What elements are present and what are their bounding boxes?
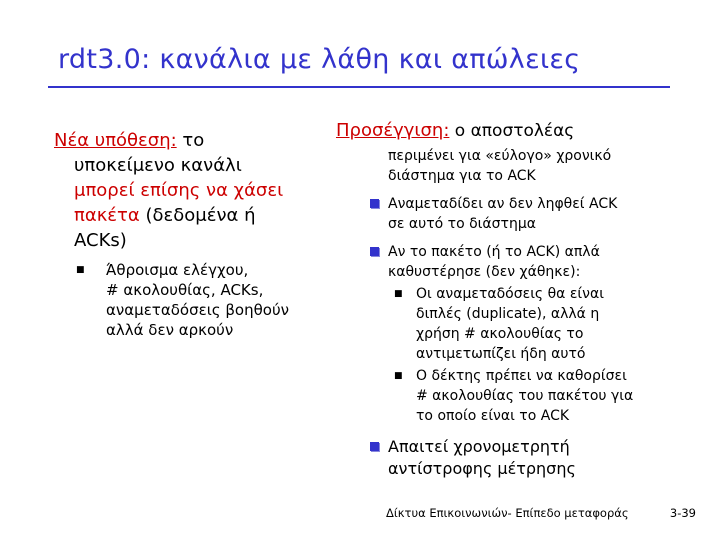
left-sub-line: αναμεταδόσεις βοηθούν (106, 301, 290, 319)
sub-bullet-line: Οι αναμεταδόσεις θα είναι (416, 286, 604, 302)
title-underline (48, 86, 670, 88)
bullet-line: αντίστροφης μέτρησης (388, 459, 576, 478)
bullet-line: Αναμεταδίδει αν δεν ληφθεί ACK (388, 196, 618, 212)
left-paragraph (54, 128, 344, 253)
bullet-line: Απαιτεί χρονομετρητή (388, 437, 570, 456)
left-line-5: ACKs) (74, 230, 127, 251)
right-bullet-retransmit (336, 194, 706, 234)
sub-bullet-line: # ακολουθίας του πακέτου για (416, 388, 634, 404)
bullet-line: καθυστέρησε (δεν χάθηκε): (388, 264, 581, 280)
right-sub-bullet-duplicates (336, 284, 706, 364)
right-bullet-timer (336, 436, 706, 480)
right-heading (336, 120, 706, 142)
left-sub-line: # ακολουθίας, ACKs, (106, 281, 264, 299)
right-heading-continuation (336, 146, 706, 186)
square-bullet-icon (370, 442, 379, 451)
left-line-4-emphasis: πακέτα (74, 205, 140, 226)
left-heading-rest: το (176, 130, 205, 151)
right-heading-line: διάστημα για το ACK (388, 168, 536, 184)
sub-bullet-line: Ο δέκτης πρέπει να καθορίσει (416, 368, 627, 384)
sub-bullet-line: αντιμετωπίζει ήδη αυτό (416, 346, 586, 362)
small-square-bullet-icon: ■ (394, 289, 403, 299)
left-line-3: μπορεί επίσης να χάσει (74, 180, 284, 201)
left-sub-bullet (54, 260, 344, 340)
left-column (54, 128, 344, 340)
left-line-2: υποκείμενο κανάλι (74, 155, 242, 176)
small-square-bullet-icon: ■ (394, 371, 403, 381)
square-bullet-icon (370, 247, 379, 256)
sub-bullet-line: χρήση # ακολουθίας το (416, 326, 584, 342)
page-number: 3-39 (669, 506, 696, 520)
bullet-line: σε αυτό το διάστημα (388, 216, 536, 232)
right-heading-line: περιμένει για «εύλογο» χρονικό (388, 148, 612, 164)
left-sub-line: Άθροισμα ελέγχου, (106, 261, 249, 279)
right-column (336, 120, 706, 480)
sub-bullet-line: διπλές (duplicate), αλλά η (416, 306, 600, 322)
square-bullet-icon (370, 199, 379, 208)
right-bullet-delayed (336, 242, 706, 282)
left-sub-line: αλλά δεν αρκούν (106, 321, 234, 339)
footer-course: Δίκτυα Επικοινωνιών- Επίπεδο μεταφοράς (386, 506, 629, 520)
right-sub-bullet-receiver (336, 366, 706, 426)
slide-title: rdt3.0: κανάλια με λάθη και απώλειες (58, 44, 581, 75)
bullet-line: Αν το πακέτο (ή το ACK) απλά (388, 244, 600, 260)
small-square-bullet-icon: ■ (76, 265, 85, 275)
right-heading-rest: ο αποστολέας (449, 121, 575, 141)
left-heading-emphasis: Νέα υπόθεση: (54, 130, 177, 151)
slide-footer (386, 506, 696, 520)
left-line-4-rest: (δεδομένα ή (139, 205, 256, 226)
sub-bullet-line: το οποίο είναι το ACK (416, 408, 570, 424)
right-heading-emphasis: Προσέγγιση: (336, 120, 450, 141)
